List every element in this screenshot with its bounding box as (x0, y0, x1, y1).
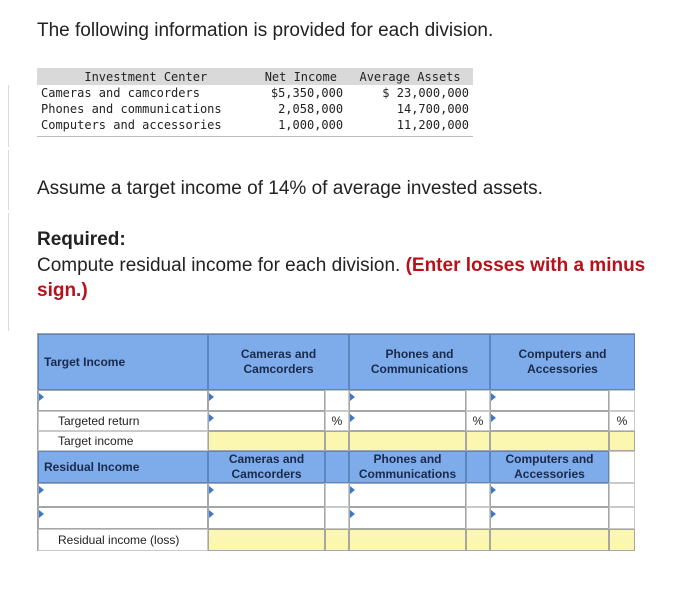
residual-column-header-phones: Phones and Communications (349, 451, 466, 483)
header-investment-center: Investment Center (37, 68, 255, 85)
target-row1-cameras-spacer (325, 390, 349, 411)
residual-income-computers-output (490, 529, 609, 551)
residual-row2-phones-input[interactable] (349, 507, 466, 529)
target-income-computers-output (490, 431, 609, 451)
percent-sign-phones: % (466, 411, 490, 431)
cell-average-assets: 14,700,000 (396, 102, 469, 116)
residual-income-cameras-output (208, 529, 325, 551)
target-row1-cameras-input[interactable] (208, 390, 325, 411)
target-income-phones-output (349, 431, 466, 451)
percent-sign-computers: % (609, 411, 635, 431)
target-income-cameras-output-ext (325, 431, 349, 451)
residual-row2-spacer-1 (325, 507, 349, 529)
target-row1-computers-spacer (609, 390, 635, 411)
answer-grid (37, 333, 635, 551)
column-header-computers: Computers and Accessories (490, 334, 635, 390)
residual-income-computers-output-ext (609, 529, 635, 551)
residual-row1-phones-input[interactable] (349, 483, 466, 507)
residual-row1-spacer-3 (609, 483, 635, 507)
header-net-income: Net Income (255, 68, 348, 85)
residual-header-spacer-3 (609, 451, 635, 483)
cell-net-income: $5,350,000 (270, 86, 344, 100)
cell-net-income: 1,000,000 (255, 117, 348, 137)
residual-income-phones-output (349, 529, 466, 551)
target-row1-phones-spacer (466, 390, 490, 411)
target-income-phones-output-ext (466, 431, 490, 451)
residual-row2-spacer-3 (609, 507, 635, 529)
residual-row1-cameras-input[interactable] (208, 483, 325, 507)
residual-row1-spacer-1 (325, 483, 349, 507)
residual-row2-computers-input[interactable] (490, 507, 609, 529)
left-edge-bar-1 (0, 85, 9, 147)
target-row1-label-input[interactable] (38, 390, 208, 411)
cell-center-name: Phones and communications (41, 102, 222, 116)
residual-income-cameras-output-ext (325, 529, 349, 551)
cell-average-assets: $ 23,000,000 (382, 86, 469, 100)
cell-net-income: 2,058,000 (278, 102, 344, 116)
required-heading: Required: (37, 229, 126, 250)
table-row (37, 117, 473, 137)
intro-text: The following information is provided for each division. (37, 20, 494, 41)
table-row (37, 85, 473, 101)
division-info-table (37, 68, 473, 137)
targeted-return-computers-input[interactable] (490, 411, 609, 431)
column-header-phones: Phones and Communications (349, 334, 490, 390)
residual-income-loss-label: Residual income (loss) (38, 529, 208, 551)
target-income-cameras-output (208, 431, 325, 451)
cell-center-name: Computers and accessories (37, 117, 255, 137)
targeted-return-phones-input[interactable] (349, 411, 466, 431)
residual-income-phones-output-ext (466, 529, 490, 551)
left-edge-bar-2 (0, 150, 9, 210)
cell-average-assets: 11,200,000 (347, 117, 473, 137)
residual-header-spacer-2 (466, 451, 490, 483)
table-header-row (37, 68, 473, 85)
targeted-return-cameras-input[interactable] (208, 411, 325, 431)
required-emphasis: (Enter losses with a minus sign.) (37, 255, 646, 301)
residual-row2-cameras-input[interactable] (208, 507, 325, 529)
targeted-return-label: Targeted return (38, 411, 208, 431)
residual-header-spacer-1 (325, 451, 349, 483)
target-income-label: Target income (38, 431, 208, 451)
table-row (37, 101, 473, 117)
header-average-assets: Average Assets (347, 68, 473, 85)
column-header-cameras: Cameras and Camcorders (208, 334, 349, 390)
residual-row2-spacer-2 (466, 507, 490, 529)
target-row1-computers-input[interactable] (490, 390, 609, 411)
target-income-header: Target Income (38, 334, 208, 390)
percent-sign-cameras: % (325, 411, 349, 431)
residual-income-header: Residual Income (38, 451, 208, 483)
residual-column-header-computers: Computers and Accessories (490, 451, 609, 483)
required-instructions (37, 253, 647, 303)
left-edge-bar-3 (0, 213, 9, 331)
target-row1-phones-input[interactable] (349, 390, 466, 411)
residual-row1-label-input[interactable] (38, 483, 208, 507)
residual-column-header-cameras: Cameras and Camcorders (208, 451, 325, 483)
residual-row1-spacer-2 (466, 483, 490, 507)
required-text: Compute residual income for each division. (37, 255, 406, 276)
residual-row2-label-input[interactable] (38, 507, 208, 529)
cell-center-name: Cameras and camcorders (41, 86, 200, 100)
assumption-text: Assume a target income of 14% of average invested assets. (37, 178, 543, 199)
target-income-computers-output-ext (609, 431, 635, 451)
residual-row1-computers-input[interactable] (490, 483, 609, 507)
